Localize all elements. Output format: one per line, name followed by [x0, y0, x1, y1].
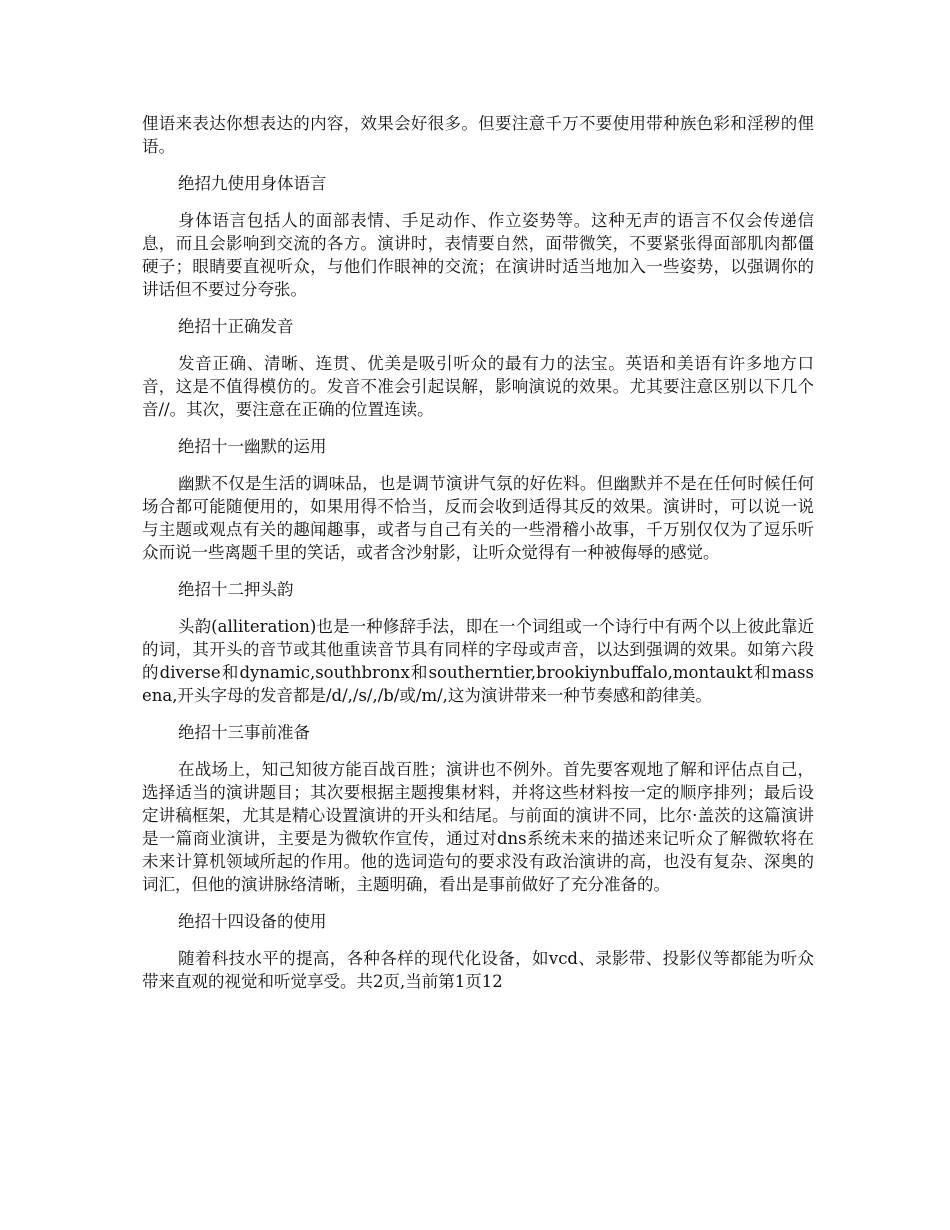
section-heading: 绝招十正确发音	[178, 317, 294, 336]
paragraph: 幽默不仅是生活的调味品，也是调节演讲气氛的好佐料。但幽默并不是在任何时候任何场合都可能随便用的，如果用得不恰当，反而会收到适得其反的效果。演讲时，可以说一说与主题或观点有关的趣闻趣事，或者与自己有关的一些滑稽小故事，千万别仅仅为了逗乐听众而说一些离题千里的笑话，或者含沙射影，让听众觉得有一种被侮辱的感觉。	[142, 474, 814, 562]
section-heading: 绝招十三事前准备	[178, 723, 310, 742]
document-page	[142, 112, 814, 1007]
paragraph-continued: 俚语来表达你想表达的内容，效果会好很多。但要注意千万不要使用带种族色彩和淫秽的俚语。	[142, 114, 814, 156]
paragraph: 发音正确、清晰、连贯、优美是吸引听众的最有力的法宝。英语和美语有许多地方口音，这是不值得模仿的。发音不准会引起误解，影响演说的效果。尤其要注意区别以下几个音//。其次，要注意在正确的位置连读。	[142, 354, 814, 419]
section-heading: 绝招十二押头韵	[178, 580, 294, 599]
paragraph: 身体语言包括人的面部表情、手足动作、作立姿势等。这种无声的语言不仅会传递信息，而且会影响到交流的各方。演讲时，表情要自然，面带微笑，不要紧张得面部肌肉都僵硬子；眼睛要直视听众，与他们作眼神的交流；在演讲时适当地加入一些姿势，以强调你的讲话但不要过分夸张。	[142, 211, 814, 299]
section-heading: 绝招九使用身体语言	[178, 174, 327, 193]
paragraph: 在战场上，知己知彼方能百战百胜；演讲也不例外。首先要客观地了解和评估点自己，选择适当的演讲题目；其次要根据主题搜集材料，并将这些材料按一定的顺序排列；最后设定讲稿框架，尤其是精心设置演讲的开头和结尾。与前面的演讲不同，比尔·盖茨的这篇演讲是一篇商业演讲，主要是为微软作宣传，通过对dns系统未来的描述来记听众了解微软将在未来计算机领域所起的作用。他的选词造句的要求没有政治演讲的高，也没有复杂、深奥的词汇，但他的演讲脉络清晰，主题明确，看出是事前做好了充分准备的。	[142, 760, 814, 894]
paragraph: 头韵(alliteration)也是一种修辞手法，即在一个词组或一个诗行中有两个以上彼此靠近的词，其开头的音节或其他重读音节具有同样的字母或声音，以达到强调的效果。如第六段的diverse和dynamic,southbronx和southerntier,brookiynbuffalo,montaukt和massena,开头字母的发音都是/d/,/s/,/b/或/m/,这为演讲带来一种节奏感和韵律美。	[142, 617, 814, 705]
section-heading: 绝招十四设备的使用	[178, 912, 327, 931]
section-heading: 绝招十一幽默的运用	[178, 437, 327, 456]
paragraph-with-page-indicator: 随着科技水平的提高，各种各样的现代化设备，如vcd、录影带、投影仪等都能为听众带来直观的视觉和听觉享受。共2页,当前第1页12	[142, 949, 814, 991]
